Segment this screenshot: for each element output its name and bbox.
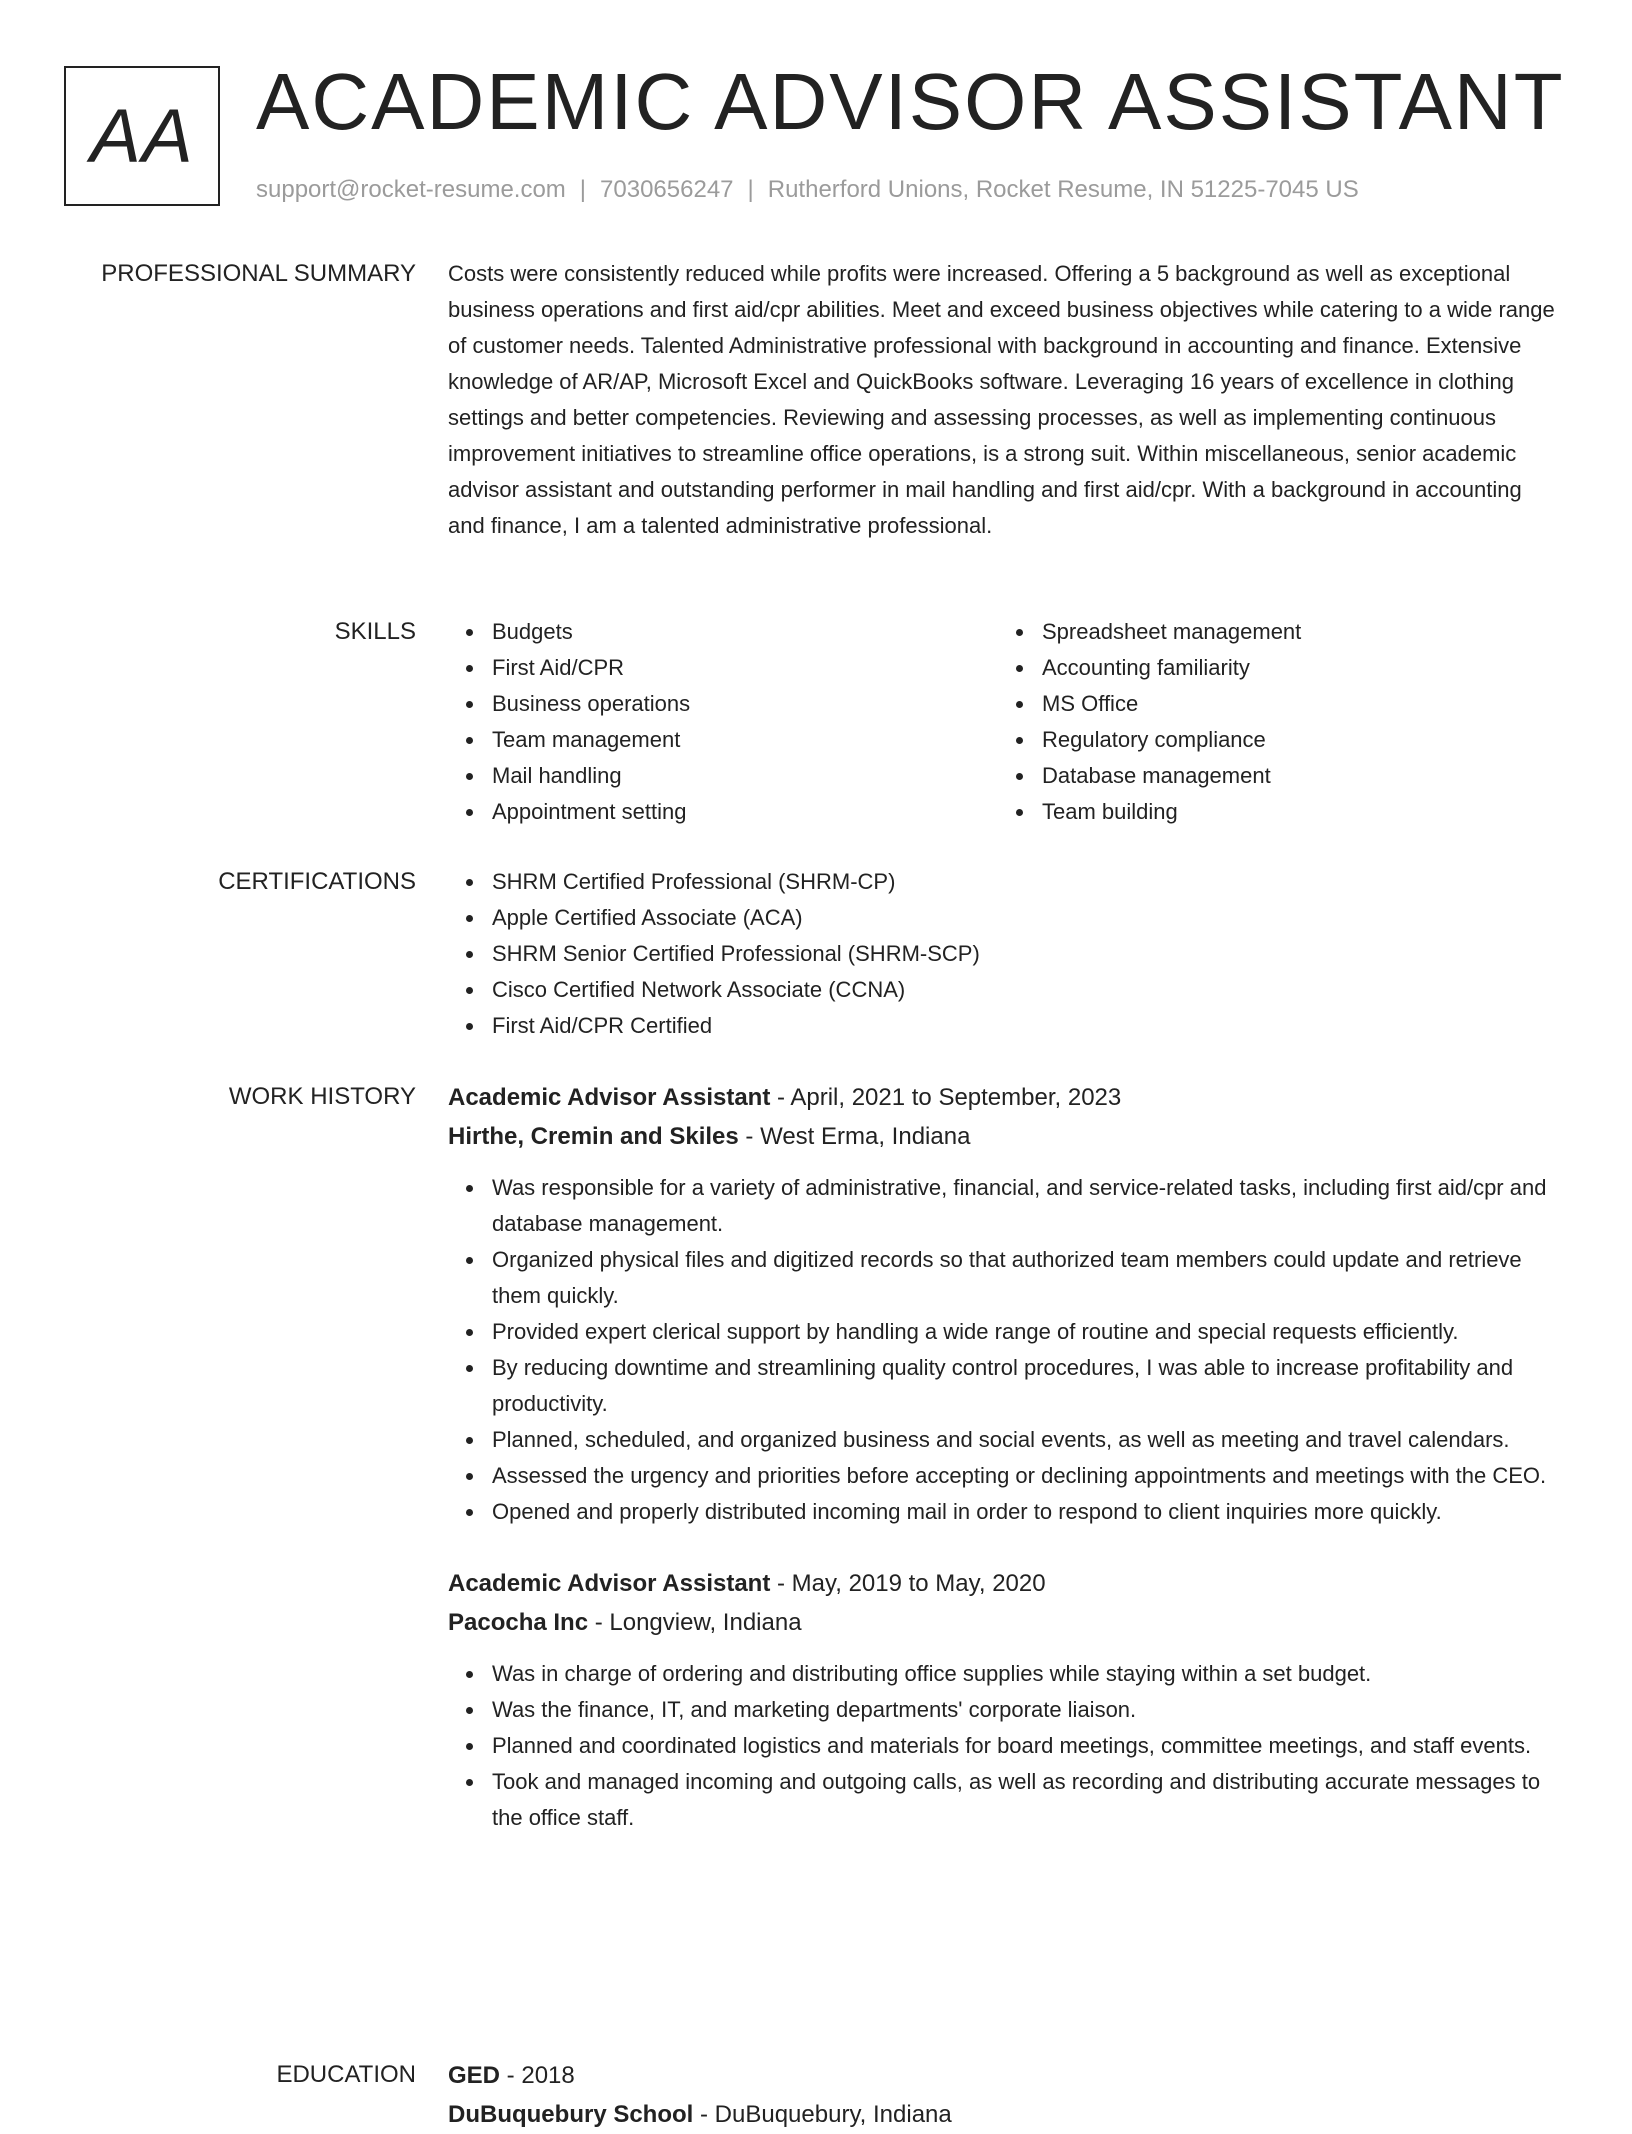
contact-separator: | <box>747 176 754 203</box>
job-duties-list <box>448 1656 1560 1836</box>
job-title-line <box>448 1564 1560 1603</box>
certifications-list <box>448 864 1560 1044</box>
skill-item: Spreadsheet management <box>1042 614 1548 650</box>
skill-item: Database management <box>1042 758 1548 794</box>
job-duty: By reducing downtime and streamlining quality control procedures, I was able to increase profitability and productivity. <box>492 1350 1560 1422</box>
summary-text: Costs were consistently reduced while profits were increased. Offering a 5 background as well as exceptional business operations and first aid/cpr abilities. Meet and exceed business objectives while catering to a wide range of customer needs. Talented Administrative professional with background in accounting and finance. Extensive knowledge of AR/AP, Microsoft Excel and QuickBooks software. Leveraging 16 years of excellence in clothing settings and better competencies. Reviewing and assessing processes, as well as implementing continuous improvement initiatives to streamline office operations, is a strong suit. Within miscellaneous, senior academic advisor assistant and outstanding performer in mail handling and first aid/cpr. With a background in accounting and finance, I am a talented administrative professional. <box>448 261 1555 538</box>
contact-address: Rutherford Unions, Rocket Resume, IN 51225-7045 US <box>767 176 1359 203</box>
contact-line <box>256 176 1359 204</box>
education-school: DuBuquebury School <box>448 2101 694 2128</box>
job-title: Academic Advisor Assistant <box>448 1570 771 1597</box>
certification-item: Apple Certified Associate (ACA) <box>492 900 1560 936</box>
job-company: Pacocha Inc <box>448 1609 589 1636</box>
job-duty: Was the finance, IT, and marketing departments' corporate liaison. <box>492 1692 1560 1728</box>
job-title-line <box>448 1078 1560 1117</box>
job-duty: Took and managed incoming and outgoing calls, as well as recording and distributing accurate messages to the office staff. <box>492 1764 1560 1836</box>
skill-item: Team building <box>1042 794 1548 830</box>
job-duty: Organized physical files and digitized records so that authorized team members could update and retrieve them quickly. <box>492 1242 1560 1314</box>
monogram-logo <box>64 66 220 206</box>
job-title: Academic Advisor Assistant <box>448 1084 771 1111</box>
section-label-education: EDUCATION <box>276 2061 416 2088</box>
job-duty: Was responsible for a variety of administrative, financial, and service-related tasks, including first aid/cpr and database management. <box>492 1170 1560 1242</box>
job-company: Hirthe, Cremin and Skiles <box>448 1123 739 1150</box>
job-duty: Opened and properly distributed incoming mail in order to respond to client inquiries more quickly. <box>492 1494 1560 1530</box>
job-duty: Was in charge of ordering and distributing office supplies while staying within a set budget. <box>492 1656 1560 1692</box>
certification-item: First Aid/CPR Certified <box>492 1008 1560 1044</box>
skill-item: Team management <box>492 722 998 758</box>
resume-title: ACADEMIC ADVISOR ASSISTANT <box>256 57 1565 146</box>
skill-item: Budgets <box>492 614 998 650</box>
job-company-line <box>448 1603 1560 1642</box>
skill-item: Mail handling <box>492 758 998 794</box>
skills-list-right <box>998 614 1548 830</box>
contact-separator: | <box>579 176 587 203</box>
section-label-skills: SKILLS <box>334 618 416 645</box>
skill-item: Accounting familiarity <box>1042 650 1548 686</box>
skill-item: Regulatory compliance <box>1042 722 1548 758</box>
skill-item: MS Office <box>1042 686 1548 722</box>
education-year: - 2018 <box>500 2062 575 2089</box>
education-degree: GED <box>448 2062 501 2089</box>
education-degree-line <box>448 2056 1560 2095</box>
job-entry <box>448 1078 1560 1530</box>
job-duties-list <box>448 1170 1560 1530</box>
job-dates: - May, 2019 to May, 2020 <box>770 1570 1046 1597</box>
job-entry <box>448 1564 1560 1836</box>
job-duty: Provided expert clerical support by handling a wide range of routine and special requests efficiently. <box>492 1314 1560 1350</box>
skill-item: Business operations <box>492 686 998 722</box>
section-label-summary: PROFESSIONAL SUMMARY <box>101 260 416 287</box>
contact-phone[interactable]: 7030656247 <box>600 176 734 203</box>
monogram-text: AA <box>90 93 194 179</box>
skill-item: Appointment setting <box>492 794 998 830</box>
section-label-work-history: WORK HISTORY <box>228 1083 416 1110</box>
job-duty: Planned and coordinated logistics and materials for board meetings, committee meetings, and staff events. <box>492 1728 1560 1764</box>
section-label-certifications: CERTIFICATIONS <box>218 868 416 895</box>
skills-list-left <box>448 614 998 830</box>
certification-item: SHRM Senior Certified Professional (SHRM-SCP) <box>492 936 1560 972</box>
job-duty: Assessed the urgency and priorities before accepting or declining appointments and meetings with the CEO. <box>492 1458 1560 1494</box>
job-duty: Planned, scheduled, and organized business and social events, as well as meeting and travel calendars. <box>492 1422 1560 1458</box>
job-location: - Longview, Indiana <box>588 1609 802 1636</box>
education-location: - DuBuquebury, Indiana <box>693 2101 952 2128</box>
certification-item: Cisco Certified Network Associate (CCNA) <box>492 972 1560 1008</box>
job-company-line <box>448 1117 1560 1156</box>
job-location: - West Erma, Indiana <box>738 1123 971 1150</box>
job-dates: - April, 2021 to September, 2023 <box>770 1084 1122 1111</box>
contact-email[interactable]: support@rocket-resume.com <box>256 176 566 203</box>
skill-item: First Aid/CPR <box>492 650 998 686</box>
certification-item: SHRM Certified Professional (SHRM-CP) <box>492 864 1560 900</box>
education-school-line <box>448 2095 1560 2134</box>
